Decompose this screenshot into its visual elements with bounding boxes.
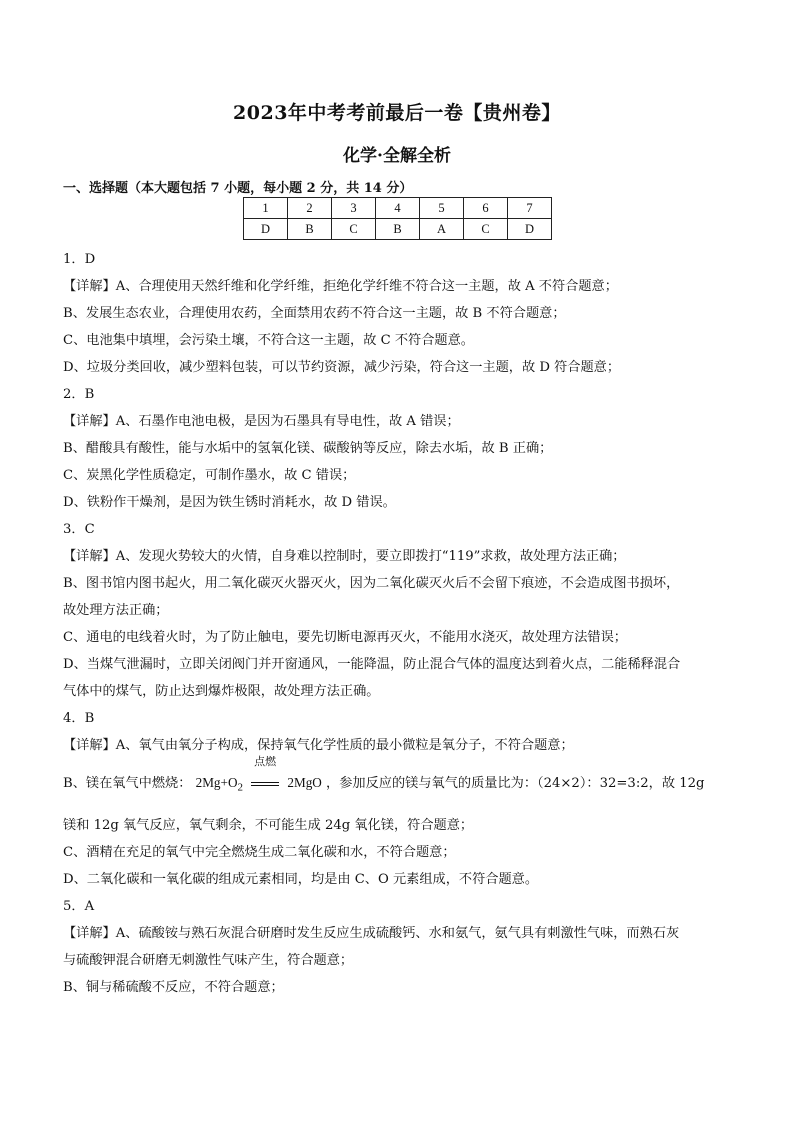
reaction-condition: 点燃 — [254, 755, 277, 768]
document-subtitle: 化学·全解全析 — [343, 146, 451, 166]
question-number-cell: 7 — [508, 198, 552, 219]
explanation-line: D、垃圾分类回收，减少塑料包装，可以节约资源，减少污染，符合这一主题，故 D 符合题意； — [63, 360, 621, 375]
answer-cell: D — [244, 219, 288, 240]
question-number-cell: 3 — [332, 198, 376, 219]
question-3-answer: 3．C — [63, 522, 95, 537]
equation-product: 2MgO — [287, 775, 322, 790]
question-5-answer: 5．A — [63, 899, 95, 914]
question-number-cell: 6 — [464, 198, 508, 219]
explanation-line: B、铜与稀硫酸不反应，不符合题意； — [63, 980, 284, 995]
explanation-line: D、当煤气泄漏时，立即关闭阀门并开窗通风，一能降温，防止混合气体的温度达到着火点，二能稀释混合 — [63, 657, 681, 672]
answer-cell: B — [288, 219, 332, 240]
equation-prefix: B、镁在氧气中燃烧： — [63, 776, 192, 791]
equation-line — [63, 755, 733, 800]
question-number-cell: 2 — [288, 198, 332, 219]
equals-sign-icon — [251, 782, 279, 786]
explanation-line: C、酒精在充足的氧气中完全燃烧生成二氧化碳和水，不符合题意； — [63, 845, 456, 860]
explanation-line: 【详解】A、石墨作电池电极，是因为石墨具有导电性，故 A 错误； — [63, 414, 460, 429]
explanation-line: C、电池集中填埋，会污染土壤，不符合这一主题，故 C 不符合题意。 — [63, 333, 474, 348]
explanation-line: B、图书馆内图书起火，用二氧化碳灭火器灭火，因为二氧化碳灭火后不会留下痕迹，不会造成图书损坏， — [63, 576, 680, 591]
explanation-body — [63, 246, 733, 1001]
explanation-line: 【详解】A、发现火势较大的火情，自身难以控制时，要立即拨打“119”求救，故处理方法正确； — [63, 549, 626, 564]
question-number-cell: 5 — [420, 198, 464, 219]
explanation-line: 故处理方法正确； — [63, 603, 169, 618]
reactants-text: 2Mg+O — [195, 775, 238, 790]
explanation-line: 气体中的煤气，防止达到爆炸极限，故处理方法正确。 — [63, 684, 380, 699]
reaction-arrow — [247, 755, 283, 801]
explanation-line: C、炭黑化学性质稳定，可制作墨水，故 C 错误； — [63, 468, 356, 483]
answer-table — [243, 197, 552, 240]
question-2-answer: 2．B — [63, 387, 95, 402]
explanation-line: 【详解】A、合理使用天然纤维和化学纤维，拒绝化学纤维不符合这一主题，故 A 不符合题意； — [63, 279, 618, 294]
question-number-cell: 4 — [376, 198, 420, 219]
explanation-line: 【详解】A、氧气由氧分子构成，保持氧气化学性质的最小微粒是氧分子，不符合题意； — [63, 738, 574, 753]
answer-cell: C — [332, 219, 376, 240]
explanation-line: 与硫酸钾混合研磨无刺激性气味产生，符合题意； — [63, 953, 354, 968]
answer-cell: D — [508, 219, 552, 240]
explanation-line: D、二氧化碳和一氧化碳的组成元素相同，均是由 C、O 元素组成，不符合题意。 — [63, 872, 539, 887]
oxygen-subscript: 2 — [237, 781, 243, 794]
explanation-line: 【详解】A、硫酸铵与熟石灰混合研磨时发生反应生成硫酸钙、水和氨气，氨气具有刺激性气味，而熟石灰 — [63, 926, 680, 941]
document-title: 2023年中考考前最后一卷【贵州卷】 — [233, 102, 561, 124]
explanation-line: B、发展生态农业，合理使用农药，全面禁用农药不符合这一主题，故 B 不符合题意； — [63, 306, 566, 321]
question-1-answer: 1．D — [63, 252, 96, 267]
explanation-line: C、通电的电线着火时，为了防止触电，要先切断电源再灭火，不能用水浇灭，故处理方法错误； — [63, 630, 627, 645]
explanation-line: D、铁粉作干燥剂，是因为铁生锈时消耗水，故 D 错误。 — [63, 495, 396, 510]
equation-suffix: ，参加反应的镁与氧气的质量比为：（24×2）：32=3:2，故 12g — [326, 776, 705, 791]
answer-cell: A — [420, 219, 464, 240]
answer-cell: B — [376, 219, 420, 240]
equation-reactants — [195, 775, 243, 794]
question-4-answer: 4．B — [63, 711, 95, 726]
explanation-line: B、醋酸具有酸性，能与水垢中的氢氧化镁、碳酸钠等反应，除去水垢，故 B 正确； — [63, 441, 553, 456]
answer-table-answer-row — [244, 219, 552, 240]
section-heading: 一、选择题（本大题包括 7 小题，每小题 2 分，共 14 分） — [63, 181, 413, 196]
answer-cell: C — [464, 219, 508, 240]
question-number-cell: 1 — [244, 198, 288, 219]
explanation-line: 镁和 12g 氧气反应，氧气剩余，不可能生成 24g 氧化镁，符合题意； — [63, 818, 474, 833]
answer-table-number-row — [244, 198, 552, 219]
